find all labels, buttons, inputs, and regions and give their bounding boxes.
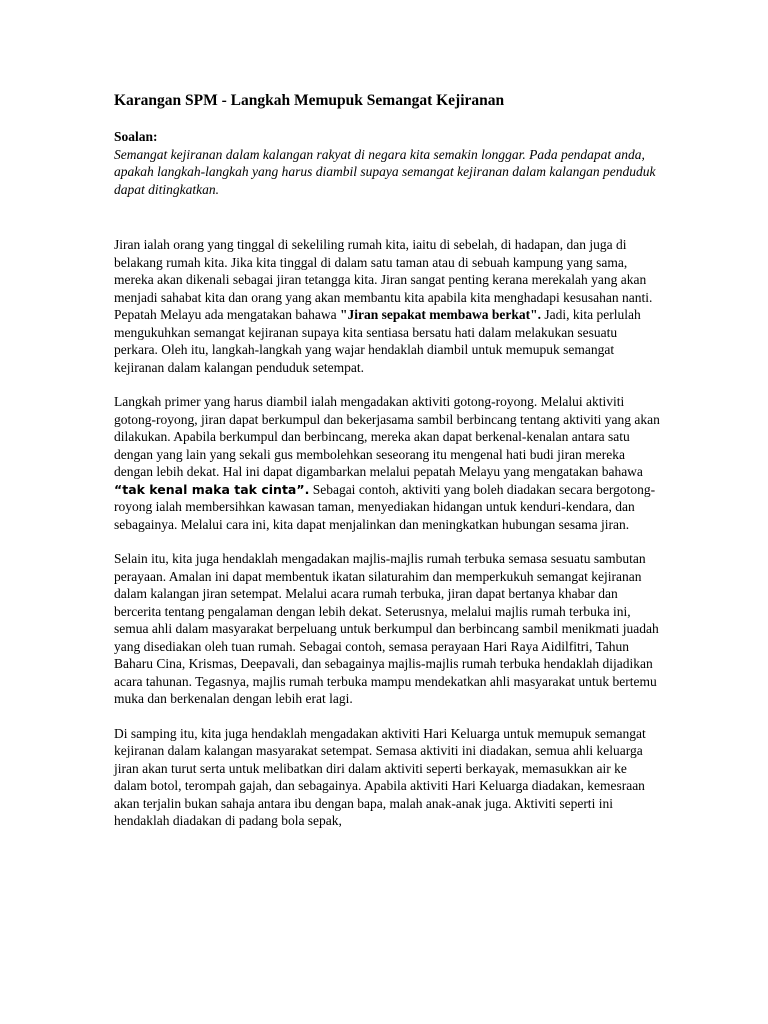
paragraph-introduction (114, 236, 662, 376)
paragraph-text: Jadi, kita perlulah mengukuhkan semangat kejiranan supaya kita sentiasa bersatu hati dalam melakukan sesuatu perkara. Oleh itu, langkah-langkah yang wajar hendaklah diambil untuk memupuk semangat kejiranan dalam kalangan penduduk setempat. (114, 307, 641, 375)
document-title: Karangan SPM - Langkah Memupuk Semangat Kejiranan (114, 92, 505, 109)
paragraph-gotong-royong (114, 393, 662, 533)
question-text: Semangat kejiranan dalam kalangan rakyat di negara kita semakin longgar. Pada pendapat anda, apakah langkah-langkah yang harus diambil supaya semangat kejiranan dalam kalangan penduduk dapat ditingkatkan. (114, 146, 656, 197)
paragraph-text: Langkah primer yang harus diambil ialah mengadakan aktiviti gotong-royong. Melalui aktiviti gotong-royong, jiran dapat berkumpul dan bekerjasama sambil berbincang tentang aktiviti yang akan dilakukan. Apabila berkumpul dan berbincang, mereka akan dapat berkenal-kenalan antara satu dengan yang lain yang sekali gus membolehkan seseorang itu mengenal hati budi jiran mereka dengan lebih dekat. Hal ini dapat digambarkan melalui pepatah Melayu yang mengatakan bahawa (114, 394, 660, 479)
paragraph-rumah-terbuka: Selain itu, kita juga hendaklah mengadakan majlis-majlis rumah terbuka semasa sesuatu sambutan perayaan. Amalan ini dapat membentuk ikatan silaturahim dan memperkukuh semangat kejiranan dalam kalangan jiran setempat. Melalui acara rumah terbuka, jiran dapat bertanya khabar dan bercerita tentang pengalaman dengan lebih dekat. Seterusnya, melalui majlis rumah terbuka ini, semua ahli dalam masyarakat berpeluang untuk berkumpul dan berbincang sambil menikmati juadah yang disediakan oleh tuan rumah. Sebagai contoh, semasa perayaan Hari Raya Aidilfitri, Tahun Baharu Cina, Krismas, Deepavali, dan sebagainya majlis-majlis rumah terbuka hendaklah dijadikan acara tahunan. Tegasnya, majlis rumah terbuka mampu mendekatkan ahli masyarakat untuk bertemu muka dan berkenalan dengan lebih erat lagi. (114, 551, 659, 706)
paragraph-hari-keluarga: Di samping itu, kita juga hendaklah mengadakan aktiviti Hari Keluarga untuk memupuk semangat kejiranan dalam kalangan masyarakat setempat. Semasa aktiviti ini diadakan, semua ahli keluarga jiran akan turut serta untuk melibatkan diri dalam aktiviti seperti berkayak, memasukkan air ke dalam botol, terompah gajah, dan sebagainya. Apabila aktiviti Hari Keluarga diadakan, kemesraan akan terjalin bukan sahaja antara ibu dengan bapa, malah anak-anak juga. Aktiviti seperti ini hendaklah diadakan di padang bola sepak, (114, 725, 646, 828)
proverb-quote: “tak kenal maka tak cinta”. (114, 481, 310, 497)
proverb-quote: "Jiran sepakat membawa berkat". (340, 307, 542, 322)
question-label: Soalan: (114, 129, 158, 144)
paragraph-text: Sebagai contoh, aktiviti yang boleh diadakan secara bergotong-royong ialah membersihkan kawasan taman, menyediakan hidangan untuk kenduri-kendara, dan sebagainya. Melalui cara ini, kita dapat menjalinkan dan meningkatkan hubungan sesama jiran. (114, 481, 656, 532)
document-page (114, 92, 662, 830)
paragraph-text: Jiran ialah orang yang tinggal di sekeliling rumah kita, iaitu di sebelah, di hadapan, dan juga di belakang rumah kita. Jika kita tinggal di dalam satu taman atau di sebuah kampung yang sama, mereka akan dikenali sebagai jiran tetangga kita. Jiran sangat penting kerana merekalah yang akan menjadi sahabat kita dan orang yang akan membantu kita apabila kita menghadapi kesusahan nanti. Pepatah Melayu ada mengatakan bahawa (114, 237, 653, 322)
